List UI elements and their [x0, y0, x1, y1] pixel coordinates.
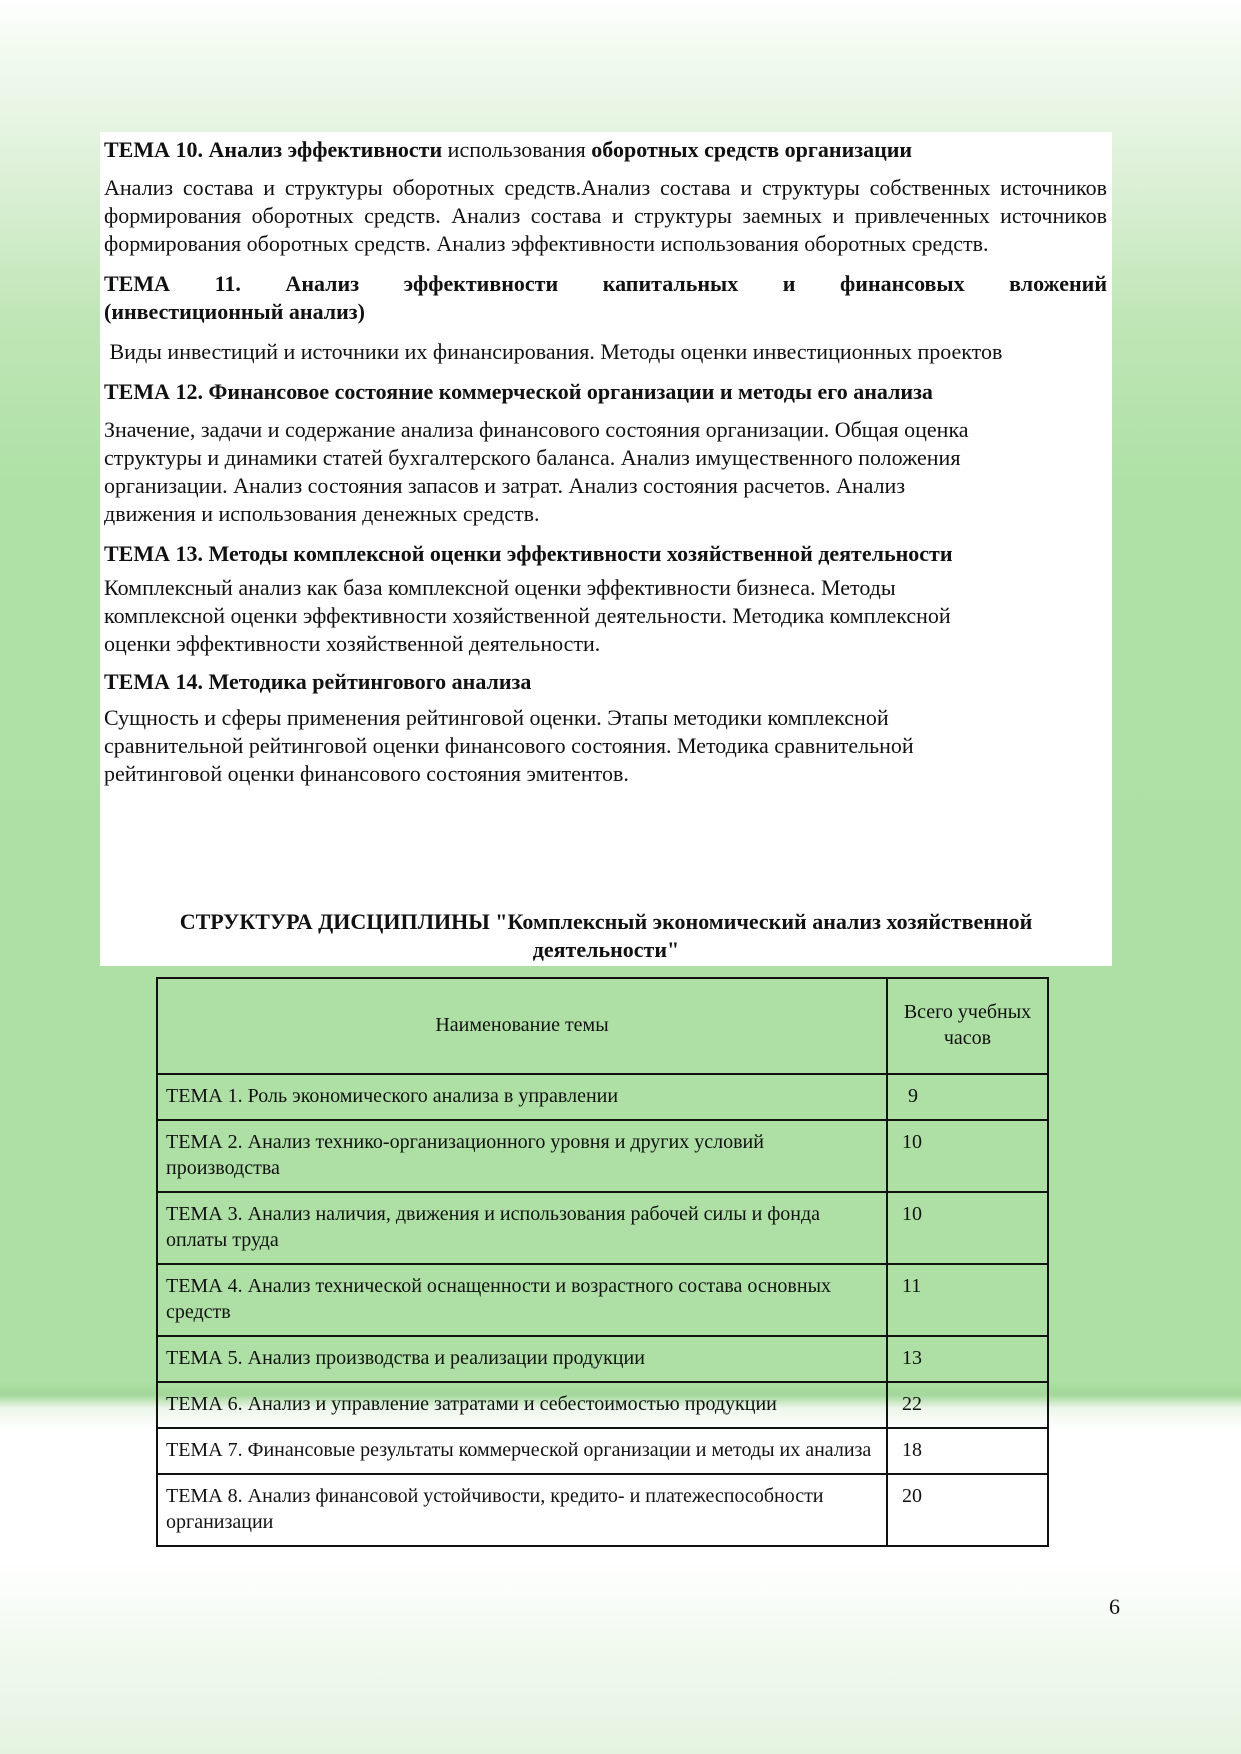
topic-cell: ТЕМА 2. Анализ технико-организационного уровня и других условий производства [157, 1120, 887, 1192]
structure-title: СТРУКТУРА ДИСЦИПЛИНЫ "Комплексный экономический анализ хозяйственной деятельности" [179, 909, 1033, 962]
topic-13-heading: ТЕМА 13. Методы комплексной оценки эффективности хозяйственной деятельности [104, 541, 953, 566]
topics-text [104, 132, 1107, 788]
hours-cell: 10 [887, 1120, 1048, 1192]
table-row [157, 1428, 1048, 1474]
topic-10-heading: ТЕМА 10. Анализ эффективности использования оборотных средств организации [104, 137, 913, 162]
table-row [157, 1074, 1048, 1120]
column-header-topic: Наименование темы [157, 978, 887, 1074]
topic-10-body: Анализ состава и структуры оборотных средств.Анализ состава и структуры собственных источников формирования оборотных средств. Анализ состава и структуры заемных и привлеченных источников формирования оборотных средств. Анализ эффективности использования оборотных средств. [104, 175, 1107, 256]
table-row [157, 1382, 1048, 1428]
hours-cell: 11 [887, 1264, 1048, 1336]
topic-14-body: Сущность и сферы применения рейтинговой оценки. Этапы методики комплексной сравнительной рейтинговой оценки финансового состояния. Методика сравнительной рейтинговой оценки финансового состояния эмитентов. [104, 705, 914, 786]
page-number: 6 [1109, 1594, 1120, 1619]
topic-12-body: Значение, задачи и содержание анализа финансового состояния организации. Общая оценка структуры и динамики статей бухгалтерского баланса. Анализ имущественного положения организации. Анализ состояния запасов и затрат. Анализ состояния расчетов. Анализ движения и использования денежных средств. [104, 417, 969, 526]
text-block [100, 132, 1112, 966]
structure-table [156, 977, 1049, 1547]
hours-cell: 10 [887, 1192, 1048, 1264]
topic-cell: ТЕМА 3. Анализ наличия, движения и использования рабочей силы и фонда оплаты труда [157, 1192, 887, 1264]
topic-cell: ТЕМА 1. Роль экономического анализа в управлении [157, 1074, 887, 1120]
hours-cell: 13 [887, 1336, 1048, 1382]
topic-11-heading: ТЕМА 11. Анализ эффективности капитальных и финансовых вложений (инвестиционный анализ) [104, 271, 1107, 324]
topic-cell: ТЕМА 7. Финансовые результаты коммерческой организации и методы их анализа [157, 1428, 887, 1474]
topic-cell: ТЕМА 8. Анализ финансовой устойчивости, кредито- и платежеспособности организации [157, 1474, 887, 1546]
topic-cell: ТЕМА 6. Анализ и управление затратами и себестоимостью продукции [157, 1382, 887, 1428]
column-header-hours: Всего учебных часов [887, 978, 1048, 1074]
table-row [157, 1192, 1048, 1264]
topic-12-heading: ТЕМА 12. Финансовое состояние коммерческой организации и методы его анализа [104, 379, 933, 404]
hours-cell: 18 [887, 1428, 1048, 1474]
hours-cell: 9 [887, 1074, 1048, 1120]
table-row [157, 1474, 1048, 1546]
topic-11-body: Виды инвестиций и источники их финансирования. Методы оценки инвестиционных проектов [104, 339, 1003, 364]
table-row [157, 1120, 1048, 1192]
table-row [157, 1336, 1048, 1382]
topic-cell: ТЕМА 4. Анализ технической оснащенности и возрастного состава основных средств [157, 1264, 887, 1336]
hours-cell: 20 [887, 1474, 1048, 1546]
table-row [157, 1264, 1048, 1336]
topic-14-heading: ТЕМА 14. Методика рейтингового анализа [104, 669, 532, 694]
hours-cell: 22 [887, 1382, 1048, 1428]
table-header-row [157, 978, 1048, 1074]
topic-cell: ТЕМА 5. Анализ производства и реализации продукции [157, 1336, 887, 1382]
topic-13-body: Комплексный анализ как база комплексной оценки эффективности бизнеса. Методы комплексной оценки эффективности хозяйственной деятельности. Методика комплексной оценки эффективности хозяйственной деятельности. [104, 575, 951, 656]
